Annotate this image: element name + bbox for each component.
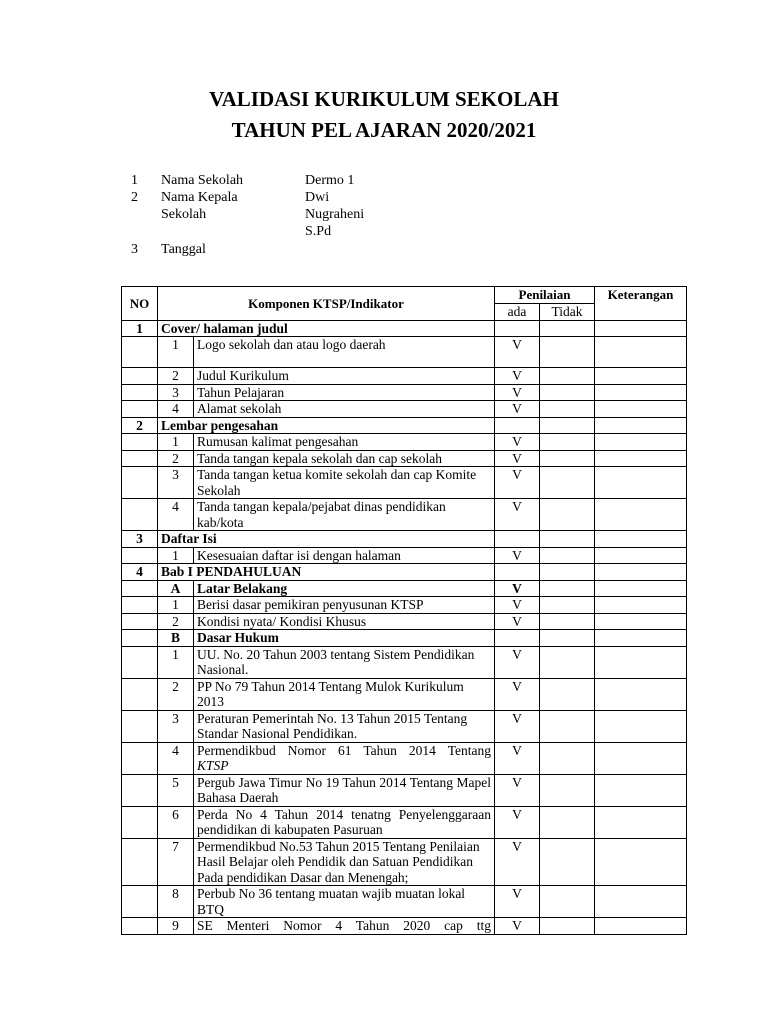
table-row [122,499,687,531]
subsection-title: Dasar Hukum [194,630,495,647]
info-no-1: 1 [131,173,138,188]
table-row [122,597,687,614]
item-text: Berisi dasar pemikiran penyusunan KTSP [194,597,495,614]
section-title: Bab I PENDAHULUAN [158,564,495,581]
item-text: Kesesuaian daftar isi dengan halaman [194,547,495,564]
item-text-italic: KTSP [197,758,229,773]
table-row [122,918,687,935]
table-row [122,547,687,564]
item-text: Tanda tangan ketua komite sekolah dan cap Komite Sekolah [194,467,495,499]
section-row [122,417,687,434]
info-no-3: 3 [131,242,138,257]
section-title: Cover/ halaman judul [158,320,495,337]
item-text: Judul Kurikulum [194,368,495,385]
header-komponen: Komponen KTSP/Indikator [158,287,495,321]
table-row [122,384,687,401]
item-no: 4 [158,401,194,418]
item-no: 2 [158,678,194,710]
item-ada: V [495,384,540,401]
table-row [122,742,687,774]
validation-table [121,286,687,935]
item-ada: V [495,886,540,918]
item-ada: V [495,547,540,564]
subsection-letter: A [158,580,194,597]
item-no: 6 [158,806,194,838]
item-text: PP No 79 Tahun 2014 Tentang Mulok Kurikulum 2013 [194,678,495,710]
table-row [122,467,687,499]
section-row [122,320,687,337]
item-no: 2 [158,368,194,385]
table-row [122,806,687,838]
table-row [122,434,687,451]
table-row [122,710,687,742]
item-text: Perda No 4 Tahun 2014 tenatng Penyelenggaraan pendidikan di kabupaten Pasuruan [194,806,495,838]
table-row [122,368,687,385]
table-row [122,401,687,418]
info-value-kepala-2: Nugraheni [305,207,365,222]
item-text: UU. No. 20 Tahun 2003 tentang Sistem Pendidikan Nasional. [194,646,495,678]
item-text: Tahun Pelajaran [194,384,495,401]
item-no: 1 [158,597,194,614]
item-text: Tanda tangan kepala sekolah dan cap sekolah [194,450,495,467]
section-row [122,564,687,581]
subsection-row [122,630,687,647]
item-no: 1 [158,434,194,451]
info-label-sekolah: Sekolah [161,207,207,222]
section-no: 2 [122,417,158,434]
table-row [122,678,687,710]
table-row [122,774,687,806]
info-value-kepala-3: S.Pd [305,224,332,239]
item-ada: V [495,597,540,614]
section-row [122,531,687,548]
section-no: 4 [122,564,158,581]
item-text: Rumusan kalimat pengesahan [194,434,495,451]
item-no: 2 [158,613,194,630]
subsection-title: Latar Belakang [194,580,495,597]
item-text [194,742,495,774]
item-text-main: Permendikbud Nomor 61 Tahun 2014 Tentang [197,742,491,758]
item-no: 7 [158,838,194,886]
document-subtitle: TAHUN PEL AJARAN 2020/2021 [231,118,537,142]
table-row [122,450,687,467]
header-ada: ada [495,304,540,321]
item-ada: V [495,613,540,630]
item-no: 1 [158,646,194,678]
item-ada: V [495,450,540,467]
item-ada: V [495,368,540,385]
item-text: SE Menteri Nomor 4 Tahun 2020 cap ttg [194,918,495,935]
document-title: VALIDASI KURIKULUM SEKOLAH [209,87,559,111]
section-title: Daftar Isi [158,531,495,548]
subsection-row [122,580,687,597]
item-text: Perbub No 36 tentang muatan wajib muatan lokal BTQ [194,886,495,918]
item-ada: V [495,918,540,935]
item-ada: V [495,580,540,597]
header-no: NO [122,287,158,321]
item-no: 2 [158,450,194,467]
item-ada: V [495,710,540,742]
item-ada: V [495,742,540,774]
item-ada: V [495,337,540,368]
section-title: Lembar pengesahan [158,417,495,434]
section-no: 3 [122,531,158,548]
item-no: 4 [158,742,194,774]
item-no: 9 [158,918,194,935]
subsection-letter: B [158,630,194,647]
table-row [122,886,687,918]
header-penilaian: Penilaian [495,287,595,304]
item-text: Peraturan Pemerintah No. 13 Tahun 2015 Tentang Standar Nasional Pendidikan. [194,710,495,742]
header-tidak: Tidak [540,304,595,321]
item-no: 3 [158,384,194,401]
item-ada: V [495,646,540,678]
item-text: Kondisi nyata/ Kondisi Khusus [194,613,495,630]
item-ada: V [495,806,540,838]
info-no-2: 2 [131,190,138,205]
table-row [122,613,687,630]
info-value-nama-sekolah: Dermo 1 [305,173,355,188]
info-label-nama-sekolah: Nama Sekolah [161,173,244,188]
info-value-kepala-1: Dwi [305,190,330,205]
section-no: 1 [122,320,158,337]
item-ada: V [495,401,540,418]
item-no: 5 [158,774,194,806]
item-ada: V [495,774,540,806]
item-no: 4 [158,499,194,531]
item-text: Pergub Jawa Timur No 19 Tahun 2014 Tentang Mapel Bahasa Daerah [194,774,495,806]
header-keterangan: Keterangan [595,287,687,321]
item-ada: V [495,678,540,710]
table-row [122,337,687,368]
info-label-tanggal: Tanggal [161,242,206,257]
item-no: 3 [158,710,194,742]
item-no: 3 [158,467,194,499]
item-text: Tanda tangan kepala/pejabat dinas pendidikan kab/kota [194,499,495,531]
item-no: 1 [158,547,194,564]
item-ada: V [495,499,540,531]
table-row [122,646,687,678]
item-text: Alamat sekolah [194,401,495,418]
item-text: Permendikbud No.53 Tahun 2015 Tentang Penilaian Hasil Belajar oleh Pendidik dan Satuan Pendidikan Pada pendidikan Dasar dan Menengah; [194,838,495,886]
item-no: 1 [158,337,194,368]
item-ada: V [495,467,540,499]
item-ada: V [495,434,540,451]
info-label-nama-kepala: Nama Kepala [161,190,238,205]
table-row [122,838,687,886]
item-text: Logo sekolah dan atau logo daerah [194,337,495,368]
item-ada: V [495,838,540,886]
item-no: 8 [158,886,194,918]
